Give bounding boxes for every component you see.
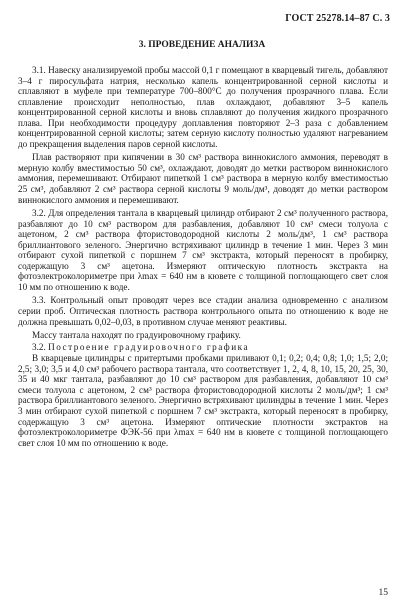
paragraph-3-2: 3.2. Для определения тантала в кварцевый цилиндр отбирают 2 см³ полученного раствора, разбавляют до 10 см³ раствором для разбавления, добавляют 10 см³ смеси толуола с ацетоном, 2 см³ раствора фтористоводородной кислоты 2 моль/дм³, 1 см³ раствора бриллиантового зеленого. Энергично встряхивают цилиндр в течение 1 мин. Через 3 мин отбирают сухой пипеткой с поршнем 7 см³ экстракта, который переносят в пробирку, содержащую 3 см³ ацетона. Измеряют оптическую плотность экстракта на фотоэлектроколориметре при λmax = 640 нм в кювете с толщиной поглощающего свет слоя 10 мм по отношению к воде. bbox=[18, 208, 388, 292]
paragraph-plav: Плав растворяют при кипячении в 30 см³ раствора виннокислого аммония, переводят в мерную колбу вместимостью 50 см³, охлаждают, доводят до метки раствором виннокислого аммония, перемешивают. Отбирают пипеткой 1 см³ раствора в мерную колбу вместимостью 25 см³, добавляют 2 см³ раствора серной кислоты 9 моль/дм³, доводят до метки раствором виннокислого аммония и перемешивают. bbox=[18, 152, 388, 205]
body-text bbox=[18, 65, 388, 451]
page-number: 15 bbox=[378, 588, 388, 598]
graph-heading-title: Построение градуировочного графика bbox=[48, 341, 250, 352]
paragraph-mass: Массу тантала находят по градуировочному графику. bbox=[32, 330, 241, 341]
section-title: 3. ПРОВЕДЕНИЕ АНАЛИЗА bbox=[138, 40, 266, 50]
paragraph-graph-heading bbox=[18, 342, 388, 353]
paragraph-3-1: 3.1. Навеску анализируемой пробы массой 0,1 г помещают в кварцевый тигель, добавляют 3–4 г пиросульфата натрия, несколько капель концентрированной серной кислоты и сплавляют в муфеле при температуре 700–800°С до получения прозрачного плава. Если сплавление происходит неполностью, плав охлаждают, добавляют 3–5 капель концентрированной серной кислоты и вновь сплавляют до получения жидкого прозрачного плава. При необходимости процедуру доплавления повторяют 2–3 раза с добавлением концентрированной серной кислоты; затем серную кислоту полностью удаляют нагреванием до прекращения выделения паров серной кислоты. bbox=[18, 65, 388, 149]
graph-heading-number: 3.2. bbox=[32, 341, 46, 352]
paragraph-3-3: 3.3. Контрольный опыт проводят через все стадии анализа одновременно с анализом серии проб. Оптическая плотность раствора контрольного опыта по отношению к воде не должна превышать 0,02–0,03, в противном случае меняют реактивы. bbox=[18, 295, 388, 327]
page-header: ГОСТ 25278.14–87 С. 3 bbox=[285, 13, 390, 24]
paragraph-calibration: В кварцевые цилиндры с притертыми пробками приливают 0,1; 0,2; 0,4; 0,8; 1,0; 1,5; 2,0; 2,5; 3,0; 3,5 и 4,0 см³ рабочего раствора тантала, что соответствует 1, 2, 4, 8, 10, 15, 20, 25, 30, 35 и 40 мкг тантала, разбавляют до 10 см³ раствором для разбавления, добавляют 10 см³ смеси толуола с ацетоном, 2 см³ раствора фтористоводородной кислоты 2 моль/дм³; 1 см³ раствора бриллиантового зеленого. Энергично встряхивают цилиндры в течение 1 мин. Через 3 мин отбирают сухой пипеткой с поршнем 7 см³ экстракта, который переносят в пробирку, содержащую 3 см³ ацетона. Измеряют оптические плотности экстрактов на фотоэлектроколориметре ФЭК-56 при λmax = 640 нм в кювете с толщиной поглощающего свет слоя 10 мм по отношению к воде. bbox=[18, 353, 388, 448]
